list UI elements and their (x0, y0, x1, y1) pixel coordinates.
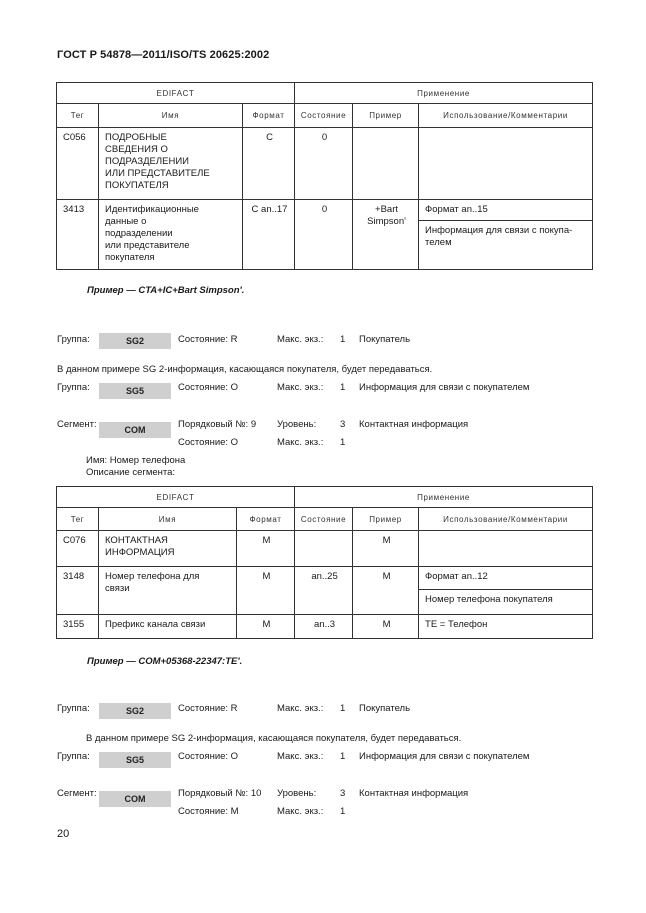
group-description: Покупатель (359, 334, 411, 345)
status-text: Состояние: O (178, 382, 239, 393)
segment-description-label: Описание сегмента: (86, 467, 176, 478)
name-header: Имя (99, 104, 243, 128)
name-header: Имя (99, 508, 237, 531)
example-cell: M (353, 615, 419, 639)
max-label: Макс. экз.: (277, 703, 324, 714)
page-number: 20 (57, 828, 70, 840)
status-cell: 0 (295, 128, 353, 200)
edifact-table-1 (56, 82, 593, 270)
table-row (57, 615, 593, 639)
tag-cell: 3413 (57, 200, 99, 270)
level-value: 3 (340, 419, 346, 430)
max-value: 1 (340, 382, 346, 393)
comment-text: Номер телефона покупателя (425, 594, 553, 605)
status-text: Состояние: R (178, 334, 238, 345)
group-description: Информация для связи с покупателем (359, 382, 530, 393)
example-cell (353, 128, 419, 200)
max-label: Макс. экз.: (277, 806, 324, 817)
name-cell: ПОДРОБНЫЕ СВЕДЕНИЯ О ПОДРАЗДЕЛЕНИИ ИЛИ ПРЕДСТАВИТЕЛЕ ПОКУПАТЕЛЯ (99, 128, 243, 200)
status-text: Состояние: R (178, 703, 238, 714)
segment-description: Контактная информация (359, 419, 469, 430)
example-header: Пример (353, 508, 419, 531)
group-label: Группа: (57, 751, 90, 762)
example-cell: M (353, 567, 419, 615)
segment-description: Контактная информация (359, 788, 469, 799)
max-label: Макс. экз.: (277, 382, 324, 393)
name-cell: Номер телефона для связи (99, 567, 237, 615)
status-text: Состояние: O (178, 437, 239, 448)
tag-header: Тег (57, 508, 99, 531)
tag-cell: 3148 (57, 567, 99, 615)
format-header: Формат (237, 508, 295, 531)
format-cell: M (237, 567, 295, 615)
group-description: Покупатель (359, 703, 411, 714)
example-cell: M (353, 531, 419, 567)
usage-header: Применение (295, 83, 593, 104)
comment-format: Формат an..15 (419, 200, 592, 221)
status-text: Состояние: M (178, 806, 239, 817)
format-cell: C (243, 128, 295, 200)
status-header: Состояние (295, 508, 353, 531)
comment-cell (419, 531, 593, 567)
status-cell: 0 (295, 200, 353, 270)
group-badge: SG2 (99, 703, 171, 719)
status-cell: an..3 (295, 615, 353, 639)
status-text: Состояние: O (178, 751, 239, 762)
format-header: Формат (243, 104, 295, 128)
comment-cell: TE = Телефон (419, 615, 593, 639)
format-cell: M (237, 615, 295, 639)
name-cell: Префикс канала связи (99, 615, 237, 639)
comments-header: Использование/Комментарии (419, 508, 593, 531)
comment-cell (419, 567, 593, 615)
comment-text: Информация для связи с покупа- телем (425, 225, 573, 248)
status-cell (295, 531, 353, 567)
format-cell: M (237, 531, 295, 567)
max-value: 1 (340, 751, 346, 762)
tag-cell: 3155 (57, 615, 99, 639)
group-badge: SG5 (99, 383, 171, 399)
order-text: Порядковый №: 9 (178, 419, 257, 430)
order-text: Порядковый №: 10 (178, 788, 262, 799)
max-value: 1 (340, 806, 346, 817)
group-badge: SG2 (99, 333, 171, 349)
max-value: 1 (340, 437, 346, 448)
format-cell: C an..17 (243, 200, 295, 270)
segment-label: Сегмент: (57, 419, 97, 430)
level-label: Уровень: (277, 419, 317, 430)
segment-badge: COM (99, 422, 171, 438)
max-value: 1 (340, 334, 346, 345)
segment-badge: COM (99, 791, 171, 807)
group-label: Группа: (57, 703, 90, 714)
max-value: 1 (340, 703, 346, 714)
table-row (57, 128, 593, 200)
name-cell: Идентификационные данные о подразделении или представителе покупателя (99, 200, 243, 270)
example-1: Пример — CTA+IC+Bart Simpson'. (87, 285, 245, 296)
table-row (57, 567, 593, 615)
usage-header: Применение (295, 487, 593, 508)
group-label: Группа: (57, 382, 90, 393)
group-badge: SG5 (99, 752, 171, 768)
level-value: 3 (340, 788, 346, 799)
comment-cell (419, 128, 593, 200)
name-cell: КОНТАКТНАЯ ИНФОРМАЦИЯ (99, 531, 237, 567)
max-label: Макс. экз.: (277, 334, 324, 345)
comment-cell (419, 200, 593, 270)
comments-header: Использование/Комментарии (419, 104, 593, 128)
example-2: Пример — COM+05368-22347:TE'. (87, 656, 243, 667)
edifact-header: EDIFACT (57, 487, 295, 508)
level-label: Уровень: (277, 788, 317, 799)
table-row (57, 531, 593, 567)
max-label: Макс. экз.: (277, 437, 324, 448)
document-header: ГОСТ Р 54878—2011/ISO/TS 20625:2002 (57, 49, 270, 61)
example-cell: +Bart Simpson' (353, 200, 419, 270)
example-header: Пример (353, 104, 419, 128)
comment-format: Формат an..12 (419, 567, 592, 590)
group-description: Информация для связи с покупателем (359, 751, 530, 762)
group-label: Группа: (57, 334, 90, 345)
tag-header: Тег (57, 104, 99, 128)
tag-cell: C056 (57, 128, 99, 200)
note-text: В данном примере SG 2-информация, касающаяся покупателя, будет передаваться. (86, 733, 462, 744)
edifact-header: EDIFACT (57, 83, 295, 104)
note-text: В данном примере SG 2-информация, касающаяся покупателя, будет передаваться. (57, 364, 433, 375)
edifact-table-2 (56, 486, 593, 639)
tag-cell: C076 (57, 531, 99, 567)
status-header: Состояние (295, 104, 353, 128)
table-row (57, 200, 593, 270)
segment-label: Сегмент: (57, 788, 97, 799)
max-label: Макс. экз.: (277, 751, 324, 762)
segment-name: Имя: Номер телефона (86, 455, 186, 466)
status-cell: an..25 (295, 567, 353, 615)
